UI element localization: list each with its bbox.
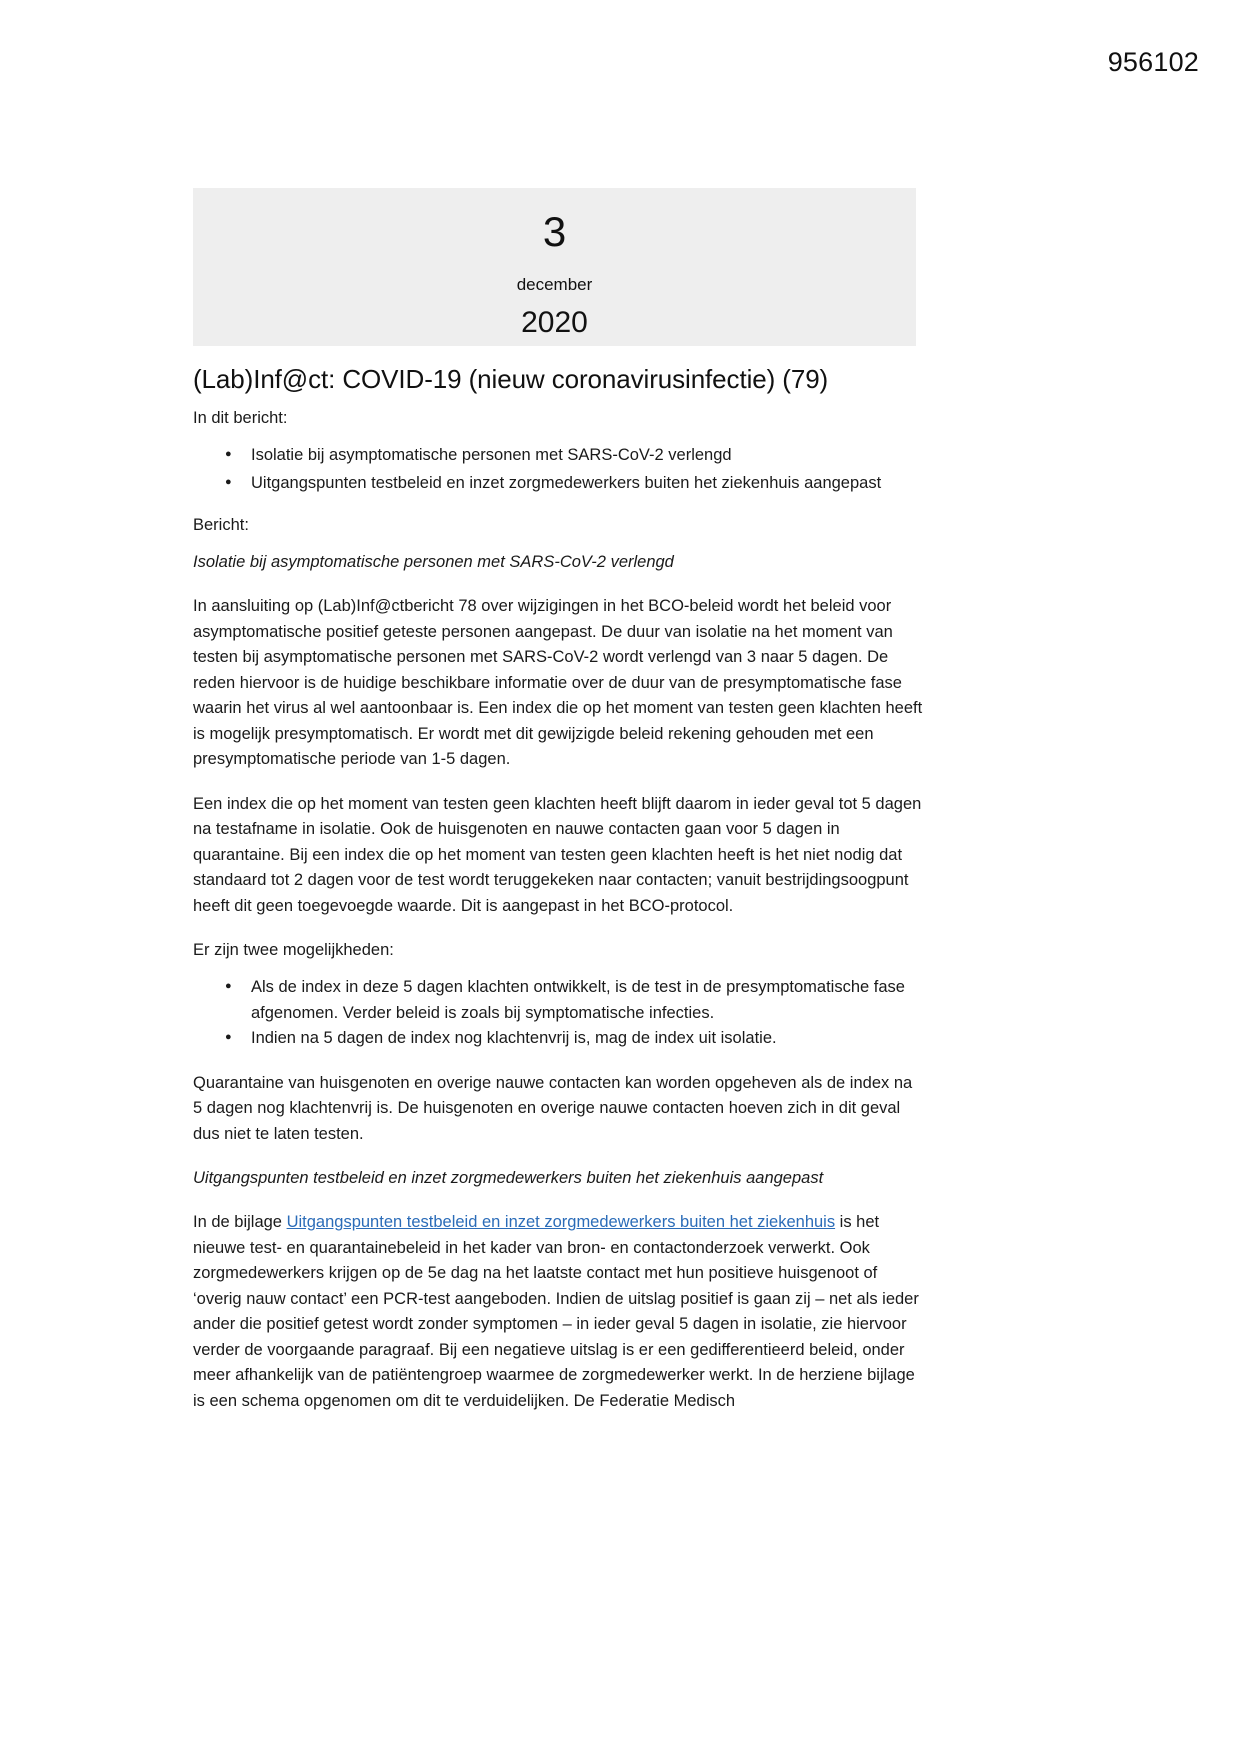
list-item: ● Isolatie bij asymptomatische personen met SARS-CoV-2 verlengd [251, 443, 923, 469]
date-year: 2020 [521, 306, 588, 339]
section2-text-after-link: is het nieuwe test- en quarantainebeleid in het kader van bron- en contactonderzoek verwerkt. Ook zorgmedewerkers krijgen op de 5e dag na het laatste contact met hun positieve huisgenoot of ‘overig nauw contact’ een PCR-test aangeboden. Indien de uitslag positief is gaan zij – net als ieder ander die positief getest wordt zonder symptomen – in ieder geval 5 dagen in isolatie, zie hiervoor verder de voorgaande paragraaf. Bij een negatieve uitslag is er een gedifferentieerd beleid, onder meer afhankelijk van de patiëntengroep waarmee de zorgmedewerker werkt. In de herziene bijlage is een schema opgenomen om dit te verduidelijken. De Federatie Medisch [193, 1213, 919, 1410]
summary-bullet-list [193, 443, 923, 496]
section1-paragraph-2: Een index die op het moment van testen geen klachten heeft blijft daarom in ieder geval tot 5 dagen na testafname in isolatie. Ook de huisgenoten en nauwe contacten gaan voor 5 dagen in quarantaine. Bij een index die op het moment van testen geen klachten heeft is het niet nodig dat standaard tot 2 dagen voor de test wordt teruggekeken naar contacten; vanuit bestrijdingsoogpunt heeft dit geen toegevoegde waarde. Dit is aangepast in het BCO-protocol. [193, 794, 922, 915]
date-day: 3 [542, 208, 567, 255]
section2-heading: Uitgangspunten testbeleid en inzet zorgmedewerkers buiten het ziekenhuis aangepast [193, 1169, 824, 1187]
section1-heading: Isolatie bij asymptomatische personen met SARS-CoV-2 verlengd [193, 553, 674, 571]
page-identifier: 956102 [1107, 47, 1199, 77]
document-content [193, 362, 923, 1433]
date-month: december [516, 275, 593, 294]
section2-text-before-link: In de bijlage [193, 1213, 287, 1231]
page-title: (Lab)Inf@ct: COVID-19 (nieuw coronavirusinfectie) (79) [193, 364, 829, 394]
date-banner [193, 188, 916, 346]
section1-paragraph-3: Quarantaine van huisgenoten en overige nauwe contacten kan worden opgeheven als de index na 5 dagen nog klachtenvrij is. De huisgenoten en overige nauwe contacten hoeven zich in dit geval dus niet te laten testen. [193, 1073, 913, 1143]
list-item: ● Als de index in deze 5 dagen klachten ontwikkelt, is de test in de presymptomatische fase afgenomen. Verder beleid is zoals bij symptomatische infecties. [251, 975, 923, 1026]
section2-paragraph [193, 1210, 923, 1414]
list-item: ● Uitgangspunten testbeleid en inzet zorgmedewerkers buiten het ziekenhuis aangepast [251, 471, 923, 497]
options-bullet-list [193, 975, 923, 1052]
two-options-label: Er zijn twee mogelijkheden: [193, 941, 394, 959]
in-this-message-label: In dit bericht: [193, 409, 288, 427]
section1-paragraph-1: In aansluiting op (Lab)Inf@ctbericht 78 over wijzigingen in het BCO-beleid wordt het beleid voor asymptomatische positief geteste personen aangepast. De duur van isolatie na het moment van testen bij asymptomatische personen met SARS-CoV-2 wordt verlengd van 3 naar 5 dagen. De reden hiervoor is de huidige beschikbare informatie over de duur van de presymptomatische fase waarin het virus al wel aantoonbaar is. Een index die op het moment van testen geen klachten heeft is mogelijk presymptomatisch. Er wordt met dit gewijzigde beleid rekening gehouden met een presymptomatische periode van 1-5 dagen. [193, 597, 923, 768]
message-label: Bericht: [193, 516, 249, 534]
list-item: ● Indien na 5 dagen de index nog klachtenvrij is, mag de index uit isolatie. [251, 1026, 923, 1052]
attachment-link[interactable]: Uitgangspunten testbeleid en inzet zorgmedewerkers buiten het ziekenhuis [286, 1213, 836, 1231]
